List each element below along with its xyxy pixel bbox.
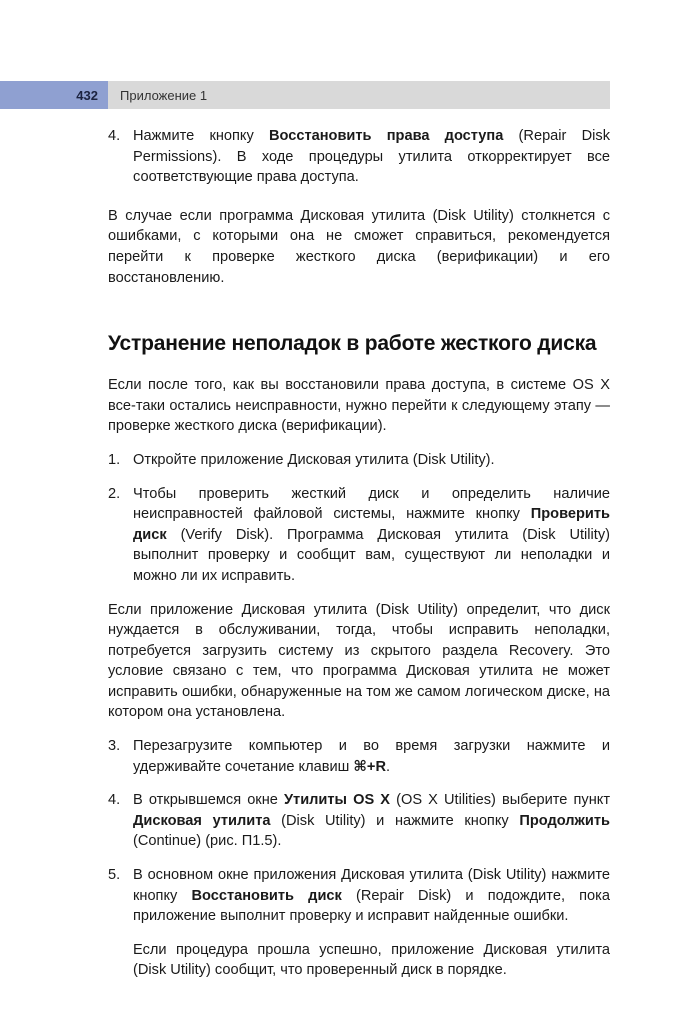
list-number: 5. [108,867,121,884]
list-item-4-repair-permissions [108,126,610,188]
page-number: 432 [0,81,108,109]
paragraph: Если после того, как вы восстановили права доступа, в системе OS X все-таки остались неисправности, нужно перейти к следующему этапу — проверке жесткого диска (верификации). [108,377,610,435]
paragraph: В случае если программа Дисковая утилита (Disk Utility) столкнется с ошибками, с которыми она не сможет справиться, рекомендуется перейти к проверке жесткого диска (верификации) и его восстановлению. [108,207,610,286]
text-run: Чтобы проверить жесткий диск и определить наличие неисправностей файловой системы, нажмите кнопку [133,485,610,523]
text-run: Нажмите кнопку [133,128,269,144]
bold-term: Проверить диск [133,506,610,543]
text-run: (Disk Utility) и нажмите кнопку [270,812,520,829]
list-number: 4. [108,792,121,809]
list-item-1 [108,450,610,471]
paragraph-indented: Если процедура прошла успешно, приложение Дисковая утилита (Disk Utility) сообщит, что проверенный диск в порядке. [133,941,610,979]
page-body [108,126,610,981]
bold-term: Восстановить права доступа [268,128,504,144]
list-item-4 [108,790,610,852]
text-run: (Continue) (рис. П1.5). [133,833,282,850]
list-item-5 [108,865,610,927]
list-item-2 [108,484,610,587]
list-number: 2. [108,485,121,502]
bold-term: ⌘+R [353,758,386,775]
text-run: (Verify Disk). Программа Дисковая утилита (Disk Utility) выполнит проверку и сообщит вам, существуют ли неполадки и можно ли их исправить. [133,526,610,584]
list-item-3 [108,736,610,777]
list-number: 1. [108,451,121,468]
list-text [133,865,610,927]
list-text [133,126,610,188]
text-run: (Repair Disk Permissions). В ходе процедуры утилита откорректирует все соответствующие права доступа. [133,128,610,186]
list-text [133,484,610,587]
list-text: Откройте приложение Дисковая утилита (Disk Utility). [133,451,495,468]
bold-term: Восстановить диск [191,887,342,904]
bold-term: Продолжить [519,812,610,829]
text-run: Перезагрузите компьютер и во время загрузки нажмите и удерживайте сочетание клавиш [133,738,610,775]
text-run: (Repair Disk) и подождите, пока приложение выполнит проверку и исправит найденные ошибки. [133,887,610,925]
text-run: В открывшемся окне [133,792,284,809]
section-heading: Устранение неполадок в работе жесткого диска [108,332,597,356]
bold-term: Дисковая утилита [133,812,271,829]
running-title: Приложение 1 [108,81,610,109]
list-text [133,790,610,852]
text-run: . [386,758,391,775]
paragraph: Если приложение Дисковая утилита (Disk Utility) определит, что диск нуждается в обслуживании, тогда, чтобы исправить неполадки, потребуется загрузить систему из скрытого раздела Recovery. Это условие связано с тем, что программа Дисковая утилита не может исправить ошибки, обнаруженные на том же самом логическом диске, на котором она установлена. [108,601,610,721]
list-number: 4. [108,128,121,144]
bold-term: Утилиты OS X [283,792,391,809]
text-run: В основном окне приложения Дисковая утилита (Disk Utility) нажмите кнопку [133,867,610,904]
list-text [133,736,610,777]
page-header [0,81,610,109]
list-number: 3. [108,738,121,755]
text-run: (OS X Utilities) выберите пункт [390,792,611,809]
